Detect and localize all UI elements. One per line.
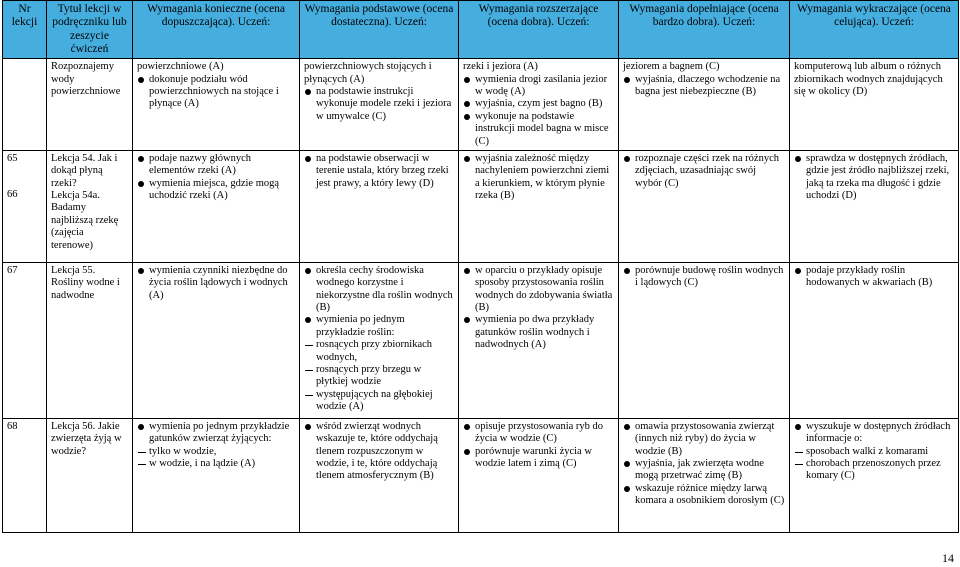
list-item: wymienia po jednym przykładzie gatunków zwierząt żyjących: bbox=[137, 421, 295, 446]
header-nr: Nr lekcji bbox=[3, 1, 47, 59]
podstawowe-cell bbox=[300, 262, 459, 418]
list-item: dokonuje podziału wód powierzchniowych na stojące i płynące (A) bbox=[137, 74, 295, 111]
list-item: sprawdza w dostępnych źródłach, gdzie jest źródło najbliższej rzeki, jaką ta rzeka ma długość i gdzie uchodzi (D) bbox=[794, 153, 954, 203]
header-row bbox=[3, 1, 959, 59]
lesson-title: Rozpoznajemy wody powierzchniowe bbox=[51, 61, 121, 98]
wykraczajace-cell bbox=[790, 262, 959, 418]
lesson-number: 66 bbox=[7, 189, 18, 201]
header-wykraczajace: Wymagania wykraczające (ocena celująca). Uczeń: bbox=[790, 1, 959, 59]
konieczne-cell bbox=[133, 150, 300, 262]
header-topic: Tytuł lekcji w podręczniku lub zeszycie ćwiczeń bbox=[47, 1, 133, 59]
list-item: porównuje warunki życia w wodzie latem i zimą (C) bbox=[463, 446, 614, 471]
konieczne-cell bbox=[133, 418, 300, 532]
rozszerzajace-cell bbox=[459, 150, 619, 262]
wykraczajace-cell bbox=[790, 418, 959, 532]
list-item: wyjaśnia, czym jest bagno (B) bbox=[463, 98, 614, 110]
podstawowe-cell bbox=[300, 59, 459, 151]
header-podstawowe: Wymagania podstawowe (ocena dostateczna). Uczeń: bbox=[300, 1, 459, 59]
list-item: wyjaśnia zależność między nachyleniem powierzchni ziemi a kierunkiem, w którym płynie rzeka (B) bbox=[463, 153, 614, 203]
rozszerzajace-cell bbox=[459, 59, 619, 151]
list-item: podaje nazwy głównych elementów rzeki (A) bbox=[137, 153, 295, 178]
header-dopelniajace: Wymagania dopełniające (ocena bardzo dobra). Uczeń: bbox=[619, 1, 790, 59]
sub-list-item: sposobach walki z komarami bbox=[794, 446, 954, 458]
list-item: określa cechy środowiska wodnego korzystne i niekorzystne dla roślin wodnych (B) bbox=[304, 265, 454, 315]
table-row bbox=[3, 150, 959, 262]
list-item: opisuje przystosowania ryb do życia w wodzie (C) bbox=[463, 421, 614, 446]
lesson-title: Lekcja 54. Jak i dokąd płyną rzeki? bbox=[51, 152, 118, 189]
continued-text: jeziorem a bagnem (C) bbox=[623, 61, 720, 73]
requirements-table bbox=[2, 0, 959, 533]
lesson-title-cell bbox=[47, 59, 133, 151]
dopelniajace-cell bbox=[619, 150, 790, 262]
list-item: wymienia drogi zasilania jezior w wodę (A) bbox=[463, 74, 614, 99]
dopelniajace-cell bbox=[619, 59, 790, 151]
list-item: na podstawie obserwacji w terenie ustala, który brzeg rzeki jest prawy, a który lewy (D) bbox=[304, 153, 454, 190]
page-number: 14 bbox=[942, 550, 954, 565]
wykraczajace-cell bbox=[790, 59, 959, 151]
continued-text: komputerową lub album o różnych zbiornikach wodnych znajdujących się w okolicy (D) bbox=[794, 61, 943, 98]
rozszerzajace-cell bbox=[459, 418, 619, 532]
lesson-title-cell bbox=[47, 418, 133, 532]
list-item: wymienia czynniki niezbędne do życia roślin lądowych i wodnych (A) bbox=[137, 265, 295, 302]
list-item: wymienia miejsca, gdzie mogą uchodzić rzeki (A) bbox=[137, 178, 295, 203]
podstawowe-cell bbox=[300, 150, 459, 262]
table-row bbox=[3, 262, 959, 418]
lesson-number-cell bbox=[3, 59, 47, 151]
sub-list-item: rosnących przy brzegu w płytkiej wodzie bbox=[304, 364, 454, 389]
list-item: wyjaśnia, dlaczego wchodzenie na bagna jest niebezpieczne (B) bbox=[623, 74, 785, 99]
lesson-title: Lekcja 55. Rośliny wodne i nadwodne bbox=[51, 264, 120, 301]
podstawowe-cell bbox=[300, 418, 459, 532]
wykraczajace-cell bbox=[790, 150, 959, 262]
table-row bbox=[3, 418, 959, 532]
dopelniajace-cell bbox=[619, 262, 790, 418]
header-rozszerzajace: Wymagania rozszerzające (ocena dobra). Uczeń: bbox=[459, 1, 619, 59]
table-row bbox=[3, 59, 959, 151]
list-item: podaje przykłady roślin hodowanych w akwariach (B) bbox=[794, 265, 954, 290]
dopelniajace-cell bbox=[619, 418, 790, 532]
lesson-title-cell bbox=[47, 150, 133, 262]
list-item: omawia przystosowania zwierząt (innych niż ryby) do życia w wodzie (B) bbox=[623, 421, 785, 458]
sub-list-item: rosnących przy zbiornikach wodnych, bbox=[304, 339, 454, 364]
lesson-number-cell: 68 bbox=[3, 418, 47, 532]
continued-text: powierzchniowych stojących i płynących (A) bbox=[304, 61, 432, 85]
list-item: wśród zwierząt wodnych wskazuje te, które oddychają tlenem rozpuszczonym w wodzie, i te, które oddychają tlenem atmosferycznym (B) bbox=[304, 421, 454, 483]
lesson-number: 65 bbox=[7, 152, 18, 164]
list-item: rozpoznaje części rzek na różnych zdjęciach, uzasadniając swój wybór (C) bbox=[623, 153, 785, 190]
lesson-number-cell: 67 bbox=[3, 262, 47, 418]
list-item: w oparciu o przykłady opisuje sposoby przystosowania roślin wodnych do zdobywania światła (B) bbox=[463, 265, 614, 315]
lesson-title-cell bbox=[47, 262, 133, 418]
rozszerzajace-cell bbox=[459, 262, 619, 418]
sub-list-item: chorobach przenoszonych przez komary (C) bbox=[794, 458, 954, 483]
lesson-title: Lekcja 54a. Badamy najbliższą rzekę (zajęcia terenowe) bbox=[51, 190, 119, 251]
list-item: porównuje budowę roślin wodnych i lądowych (C) bbox=[623, 265, 785, 290]
list-item: wyjaśnia, jak zwierzęta wodne mogą przetrwać zimę (B) bbox=[623, 458, 785, 483]
list-item: wskazuje różnice między larwą komara a osobnikiem dorosłym (C) bbox=[623, 483, 785, 508]
continued-text: rzeki i jeziora (A) bbox=[463, 61, 538, 73]
lesson-title: Lekcja 56. Jakie zwierzęta żyją w wodzie? bbox=[51, 420, 122, 457]
list-item: na podstawie instrukcji wykonuje modele rzeki i jeziora w umywalce (C) bbox=[304, 86, 454, 123]
list-item: wyszukuje w dostępnych źródłach informacje o: bbox=[794, 421, 954, 446]
lesson-number-cell bbox=[3, 150, 47, 262]
list-item: wykonuje na podstawie instrukcji model bagna w misce (C) bbox=[463, 111, 614, 148]
sub-list-item: występujących na głębokiej wodzie (A) bbox=[304, 389, 454, 414]
continued-text: powierzchniowe (A) bbox=[137, 61, 224, 73]
list-item: wymienia po jednym przykładzie roślin: bbox=[304, 314, 454, 339]
list-item: wymienia po dwa przykłady gatunków roślin wodnych i nadwodnych (A) bbox=[463, 314, 614, 351]
konieczne-cell bbox=[133, 262, 300, 418]
sub-list-item: tylko w wodzie, bbox=[137, 446, 295, 458]
sub-list-item: w wodzie, i na lądzie (A) bbox=[137, 458, 295, 470]
header-konieczne: Wymagania konieczne (ocena dopuszczająca). Uczeń: bbox=[133, 1, 300, 59]
konieczne-cell bbox=[133, 59, 300, 151]
